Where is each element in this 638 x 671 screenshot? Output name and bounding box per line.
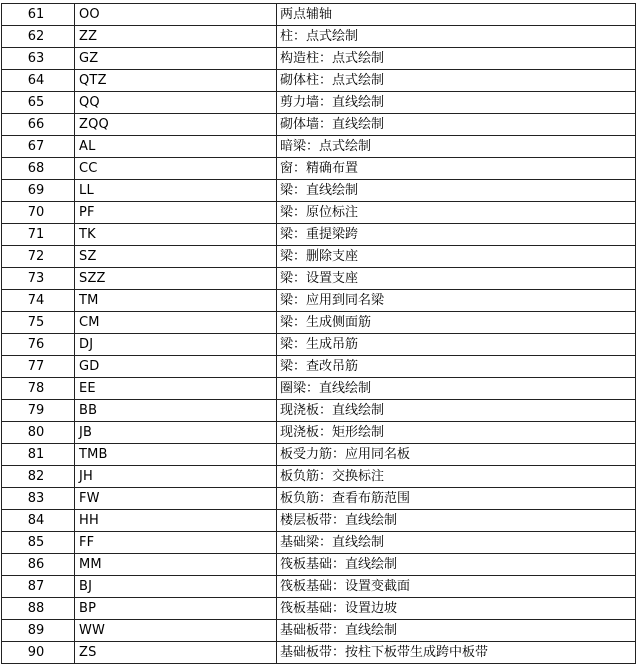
shortcut-table <box>1 3 636 664</box>
command-description-cell: 基础板带：按柱下板带生成跨中板带 <box>277 642 636 664</box>
command-description-cell: 梁：设置支座 <box>277 268 636 290</box>
shortcut-code-cell: CC <box>75 158 277 180</box>
row-number-cell: 72 <box>2 246 75 268</box>
table-row <box>2 180 636 202</box>
row-number-cell: 80 <box>2 422 75 444</box>
table-row <box>2 268 636 290</box>
shortcut-code-cell: QQ <box>75 92 277 114</box>
shortcut-code-cell: AL <box>75 136 277 158</box>
row-number-cell: 89 <box>2 620 75 642</box>
command-description-cell: 板负筋：交换标注 <box>277 466 636 488</box>
command-description-cell: 构造柱：点式绘制 <box>277 48 636 70</box>
shortcut-code-cell: FW <box>75 488 277 510</box>
command-description-cell: 梁：查改吊筋 <box>277 356 636 378</box>
command-description-cell: 梁：应用到同名梁 <box>277 290 636 312</box>
row-number-cell: 74 <box>2 290 75 312</box>
table-row <box>2 246 636 268</box>
command-description-cell: 剪力墙：直线绘制 <box>277 92 636 114</box>
table-row <box>2 158 636 180</box>
shortcut-code-cell: QTZ <box>75 70 277 92</box>
command-description-cell: 梁：直线绘制 <box>277 180 636 202</box>
command-description-cell: 梁：原位标注 <box>277 202 636 224</box>
table-row <box>2 532 636 554</box>
command-description-cell: 砌体墙：直线绘制 <box>277 114 636 136</box>
shortcut-code-cell: LL <box>75 180 277 202</box>
command-description-cell: 梁：重提梁跨 <box>277 224 636 246</box>
row-number-cell: 69 <box>2 180 75 202</box>
shortcut-code-cell: BJ <box>75 576 277 598</box>
table-row <box>2 356 636 378</box>
command-description-cell: 窗：精确布置 <box>277 158 636 180</box>
shortcut-code-cell: OO <box>75 4 277 26</box>
command-description-cell: 基础板带：直线绘制 <box>277 620 636 642</box>
table-row <box>2 598 636 620</box>
table-row <box>2 510 636 532</box>
command-description-cell: 梁：删除支座 <box>277 246 636 268</box>
table-row <box>2 554 636 576</box>
row-number-cell: 68 <box>2 158 75 180</box>
shortcut-code-cell: TK <box>75 224 277 246</box>
command-description-cell: 板负筋：查看布筋范围 <box>277 488 636 510</box>
shortcut-code-cell: ZZ <box>75 26 277 48</box>
command-description-cell: 梁：生成吊筋 <box>277 334 636 356</box>
table-row <box>2 642 636 664</box>
table-row <box>2 70 636 92</box>
shortcut-code-cell: GZ <box>75 48 277 70</box>
shortcut-code-cell: ZS <box>75 642 277 664</box>
shortcut-code-cell: GD <box>75 356 277 378</box>
command-description-cell: 两点辅轴 <box>277 4 636 26</box>
row-number-cell: 86 <box>2 554 75 576</box>
row-number-cell: 77 <box>2 356 75 378</box>
row-number-cell: 70 <box>2 202 75 224</box>
shortcut-code-cell: TMB <box>75 444 277 466</box>
row-number-cell: 66 <box>2 114 75 136</box>
command-description-cell: 基础梁：直线绘制 <box>277 532 636 554</box>
shortcut-code-cell: EE <box>75 378 277 400</box>
table-row <box>2 466 636 488</box>
row-number-cell: 71 <box>2 224 75 246</box>
table-row <box>2 290 636 312</box>
row-number-cell: 85 <box>2 532 75 554</box>
row-number-cell: 67 <box>2 136 75 158</box>
command-description-cell: 暗梁：点式绘制 <box>277 136 636 158</box>
row-number-cell: 82 <box>2 466 75 488</box>
row-number-cell: 88 <box>2 598 75 620</box>
command-description-cell: 板受力筋：应用同名板 <box>277 444 636 466</box>
shortcut-code-cell: MM <box>75 554 277 576</box>
shortcut-code-cell: JH <box>75 466 277 488</box>
shortcut-code-cell: JB <box>75 422 277 444</box>
shortcut-code-cell: DJ <box>75 334 277 356</box>
row-number-cell: 79 <box>2 400 75 422</box>
row-number-cell: 84 <box>2 510 75 532</box>
row-number-cell: 65 <box>2 92 75 114</box>
table-row <box>2 444 636 466</box>
table-row <box>2 114 636 136</box>
shortcut-code-cell: CM <box>75 312 277 334</box>
shortcut-code-cell: WW <box>75 620 277 642</box>
command-description-cell: 砌体柱：点式绘制 <box>277 70 636 92</box>
command-description-cell: 现浇板：矩形绘制 <box>277 422 636 444</box>
row-number-cell: 90 <box>2 642 75 664</box>
table-row <box>2 4 636 26</box>
table-row <box>2 620 636 642</box>
row-number-cell: 78 <box>2 378 75 400</box>
table-row <box>2 422 636 444</box>
command-description-cell: 筏板基础：设置变截面 <box>277 576 636 598</box>
row-number-cell: 61 <box>2 4 75 26</box>
table-row <box>2 48 636 70</box>
table-row <box>2 224 636 246</box>
table-row <box>2 92 636 114</box>
table-row <box>2 202 636 224</box>
shortcut-code-cell: SZZ <box>75 268 277 290</box>
command-description-cell: 柱：点式绘制 <box>277 26 636 48</box>
table-row <box>2 576 636 598</box>
table-row <box>2 26 636 48</box>
shortcut-code-cell: FF <box>75 532 277 554</box>
shortcut-code-cell: HH <box>75 510 277 532</box>
table-row <box>2 378 636 400</box>
table-row <box>2 488 636 510</box>
table-row <box>2 136 636 158</box>
row-number-cell: 63 <box>2 48 75 70</box>
table-row <box>2 312 636 334</box>
row-number-cell: 73 <box>2 268 75 290</box>
shortcut-code-cell: ZQQ <box>75 114 277 136</box>
command-description-cell: 梁：生成侧面筋 <box>277 312 636 334</box>
row-number-cell: 83 <box>2 488 75 510</box>
shortcut-table-body <box>2 4 636 664</box>
shortcut-code-cell: SZ <box>75 246 277 268</box>
row-number-cell: 81 <box>2 444 75 466</box>
shortcut-code-cell: TM <box>75 290 277 312</box>
row-number-cell: 76 <box>2 334 75 356</box>
row-number-cell: 75 <box>2 312 75 334</box>
table-row <box>2 334 636 356</box>
shortcut-code-cell: BP <box>75 598 277 620</box>
command-description-cell: 筏板基础：设置边坡 <box>277 598 636 620</box>
row-number-cell: 87 <box>2 576 75 598</box>
shortcut-code-cell: PF <box>75 202 277 224</box>
shortcut-code-cell: BB <box>75 400 277 422</box>
table-row <box>2 400 636 422</box>
command-description-cell: 筏板基础：直线绘制 <box>277 554 636 576</box>
command-description-cell: 现浇板：直线绘制 <box>277 400 636 422</box>
row-number-cell: 64 <box>2 70 75 92</box>
command-description-cell: 楼层板带：直线绘制 <box>277 510 636 532</box>
row-number-cell: 62 <box>2 26 75 48</box>
command-description-cell: 圈梁：直线绘制 <box>277 378 636 400</box>
